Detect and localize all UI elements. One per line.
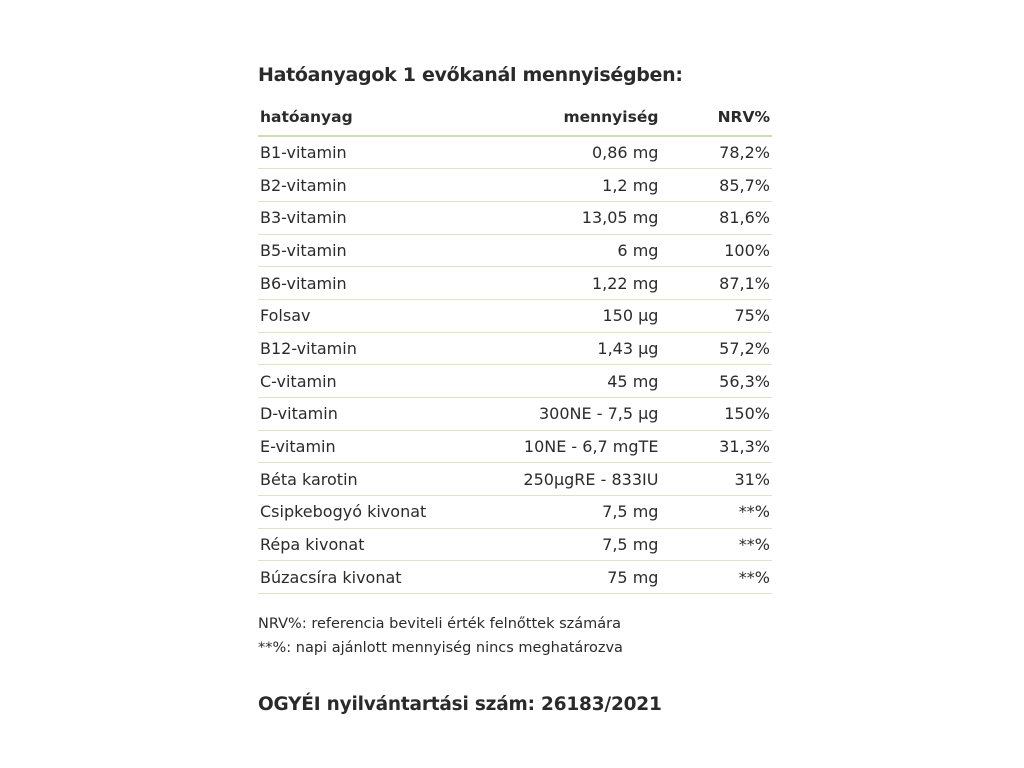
document — [258, 60, 772, 715]
ingredient-quantity: 6 mg — [617, 240, 659, 260]
table-row — [258, 528, 772, 561]
ingredient-name: B1-vitamin — [260, 143, 347, 163]
table-row — [258, 430, 772, 463]
ingredient-quantity: 250µgRE - 833IU — [523, 469, 659, 489]
ingredient-name: D-vitamin — [260, 404, 338, 424]
table-row — [258, 201, 772, 234]
table-row — [258, 332, 772, 365]
ingredient-quantity: 10NE - 6,7 mgTE — [523, 437, 659, 457]
ingredient-name: Répa kivonat — [260, 535, 365, 555]
ingredient-nrv: 85,7% — [719, 175, 770, 195]
ingredient-quantity: 7,5 mg — [602, 502, 659, 522]
ingredient-nrv: 31,3% — [719, 437, 770, 457]
ingredient-nrv: **% — [738, 567, 770, 587]
ingredient-quantity: 1,2 mg — [602, 175, 659, 195]
ingredient-name: B5-vitamin — [260, 240, 347, 260]
header-nrv: NRV% — [717, 107, 770, 126]
ingredient-nrv: 100% — [724, 240, 770, 260]
ingredient-nrv: **% — [738, 502, 770, 522]
table-row — [258, 561, 772, 594]
ingredient-nrv: 57,2% — [719, 338, 770, 358]
ingredients-table — [258, 98, 772, 594]
header-ingredient: hatóanyag — [260, 107, 353, 126]
page-title: Hatóanyagok 1 evőkanál mennyiségben: — [258, 64, 683, 86]
ingredient-name: E-vitamin — [260, 437, 336, 457]
table-row — [258, 169, 772, 202]
header-quantity: mennyiség — [563, 107, 659, 126]
registration-number: OGYÉI nyilvántartási szám: 26183/2021 — [258, 694, 662, 716]
ingredient-nrv: **% — [738, 535, 770, 555]
ingredient-nrv: 31% — [734, 469, 770, 489]
ingredient-name: Csipkebogyó kivonat — [260, 502, 427, 522]
ingredient-quantity: 75 mg — [607, 567, 659, 587]
ingredient-quantity: 300NE - 7,5 µg — [539, 404, 659, 424]
ingredient-name: B6-vitamin — [260, 273, 347, 293]
table-row — [258, 398, 772, 431]
ingredient-quantity: 1,43 µg — [597, 338, 659, 358]
ingredient-nrv: 56,3% — [719, 371, 770, 391]
table-row — [258, 463, 772, 496]
ingredient-name: Folsav — [260, 306, 311, 326]
ingredient-quantity: 150 µg — [602, 306, 659, 326]
table-row — [258, 136, 772, 169]
table-header-row — [258, 98, 772, 136]
ingredient-quantity: 0,86 mg — [591, 143, 659, 163]
table-row — [258, 496, 772, 529]
ingredient-quantity: 1,22 mg — [591, 273, 659, 293]
ingredient-name: C-vitamin — [260, 371, 337, 391]
table-row — [258, 365, 772, 398]
ingredient-nrv: 78,2% — [719, 143, 770, 163]
ingredient-quantity: 7,5 mg — [602, 535, 659, 555]
ingredient-nrv: 87,1% — [719, 273, 770, 293]
ingredient-name: Béta karotin — [260, 469, 358, 489]
footnote-stars: **%: napi ajánlott mennyiség nincs meghatározva — [258, 640, 623, 657]
table-row — [258, 299, 772, 332]
ingredient-name: Búzacsíra kivonat — [260, 567, 402, 587]
ingredient-nrv: 81,6% — [719, 208, 770, 228]
footnote-nrv: NRV%: referencia beviteli érték felnőttek számára — [258, 616, 621, 633]
footnotes — [258, 612, 772, 660]
table-row — [258, 267, 772, 300]
ingredient-quantity: 13,05 mg — [581, 208, 659, 228]
ingredient-name: B12-vitamin — [260, 338, 357, 358]
ingredient-nrv: 150% — [724, 404, 770, 424]
ingredient-name: B3-vitamin — [260, 208, 347, 228]
ingredient-quantity: 45 mg — [607, 371, 659, 391]
ingredient-nrv: 75% — [734, 306, 770, 326]
ingredient-name: B2-vitamin — [260, 175, 347, 195]
table-row — [258, 234, 772, 267]
